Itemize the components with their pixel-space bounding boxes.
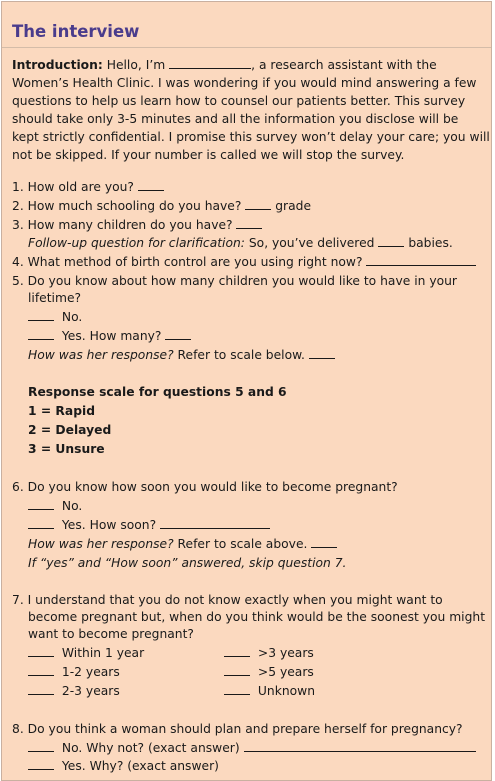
question-3-text: 3. How many children do you have? (12, 218, 233, 232)
question-6-response (28, 537, 337, 551)
question-6: 6. Do you know how soon you would like to become pregnant? (12, 480, 398, 494)
question-4-text: 4. What method of birth control are you using right now? (12, 255, 363, 269)
q7-option-label: 1-2 years (61, 665, 120, 679)
intro-line-5: kept strictly confidential. I promise this survey won’t delay your care; you will (12, 130, 490, 144)
q7-option-2-3-years (28, 684, 120, 698)
question-5-no (28, 310, 82, 324)
q8-why-not-blank[interactable] (244, 741, 476, 752)
intro-line-1 (12, 58, 437, 72)
intro-line-6: not be skipped. If your number is called we will stop the survey. (12, 148, 405, 162)
intro-line-2: Women’s Health Clinic. I was wondering if you would mind answering a few (12, 76, 477, 90)
name-blank[interactable] (169, 58, 251, 69)
followup-text-a: So, you’ve delivered (248, 236, 375, 250)
q5-response-tail: Refer to scale below. (177, 348, 305, 362)
q7-option-label: Unknown (257, 684, 316, 698)
question-8-yes (28, 759, 219, 773)
scale-item-1: 1 = Rapid (28, 404, 96, 418)
question-3 (12, 218, 262, 232)
followup-label: Follow-up question for clarification: (28, 236, 245, 250)
q6-response-label: How was her response? (28, 537, 174, 551)
scale-item-2: 2 = Delayed (28, 423, 112, 437)
intro-text-1a: Hello, I’m (106, 58, 166, 72)
q5-response-blank[interactable] (309, 348, 335, 359)
question-6-skip-note: If “yes” and “How soon” answered, skip question 7. (28, 556, 347, 570)
q7-option-within-1-year (28, 646, 144, 660)
q5-response-label: How was her response? (28, 348, 174, 362)
q8-yes-label: Yes. Why? (exact answer) (61, 759, 219, 773)
question-1 (12, 180, 164, 194)
q7-option-1-2-years (28, 665, 120, 679)
q5-no-blank[interactable] (28, 310, 54, 321)
q7-option-blank[interactable] (224, 646, 250, 657)
question-3-followup (28, 236, 453, 250)
question-5-line-2: lifetime? (28, 291, 82, 305)
q7-option-blank[interactable] (28, 646, 54, 657)
intro-line-3: questions to help us learn how to counsel our patients better. This survey (12, 94, 466, 108)
question-4 (12, 255, 476, 269)
q6-no-blank[interactable] (28, 499, 54, 510)
q6-response-blank[interactable] (311, 537, 337, 548)
intro-text-1b: , a research assistant with the (251, 58, 437, 72)
question-5-yes (28, 329, 191, 343)
q7-option-blank[interactable] (28, 684, 54, 695)
question-1-text: 1. How old are you? (12, 180, 134, 194)
q6-response-tail: Refer to scale above. (177, 537, 308, 551)
question-7-line-3: want to become pregnant? (28, 627, 194, 641)
interview-panel (1, 1, 492, 781)
followup-text-b: babies. (408, 236, 453, 250)
q8-no-blank[interactable] (28, 741, 54, 752)
q7-option-label: Within 1 year (61, 646, 145, 660)
q7-option-over-3-years (224, 646, 314, 660)
title-divider (2, 47, 491, 48)
q6-yes-label: Yes. How soon? (61, 518, 157, 532)
delivered-blank[interactable] (378, 236, 404, 247)
q7-option-blank[interactable] (224, 684, 250, 695)
q6-yes-blank[interactable] (28, 518, 54, 529)
q7-option-blank[interactable] (28, 665, 54, 676)
children-blank[interactable] (236, 218, 262, 229)
question-7-line-2: become pregnant but, when do you think would be the soonest you might (28, 610, 486, 624)
q5-yes-label: Yes. How many? (61, 329, 162, 343)
section-title: The interview (12, 22, 140, 41)
question-2-text: 2. How much schooling do you have? (12, 199, 242, 213)
q5-no-label: No. (61, 310, 83, 324)
q8-yes-blank[interactable] (28, 759, 54, 770)
question-6-no (28, 499, 82, 513)
scale-item-3: 3 = Unsure (28, 442, 105, 456)
q7-option-label: >5 years (257, 665, 314, 679)
grade-label: grade (275, 199, 312, 213)
q5-yes-blank[interactable] (28, 329, 54, 340)
question-8-no (28, 741, 476, 755)
q6-no-label: No. (61, 499, 83, 513)
q5-how-many-blank[interactable] (165, 329, 191, 340)
age-blank[interactable] (138, 180, 164, 191)
q7-option-unknown (224, 684, 315, 698)
question-8: 8. Do you think a woman should plan and prepare herself for pregnancy? (12, 722, 463, 736)
q7-option-label: 2-3 years (61, 684, 120, 698)
q7-option-over-5-years (224, 665, 314, 679)
q6-how-soon-blank[interactable] (160, 518, 270, 529)
question-2 (12, 199, 311, 213)
q8-no-label: No. Why not? (exact answer) (61, 741, 240, 755)
q7-option-label: >3 years (257, 646, 314, 660)
question-6-yes (28, 518, 270, 532)
birth-control-blank[interactable] (366, 255, 476, 266)
q7-option-blank[interactable] (224, 665, 250, 676)
question-5-response (28, 348, 335, 362)
question-7-line-1: 7. I understand that you do not know exactly when you might want to (12, 593, 443, 607)
schooling-blank[interactable] (245, 199, 271, 210)
intro-label: Introduction: (12, 58, 103, 72)
intro-line-4: should take only 3-5 minutes and all the information you disclose will be (12, 112, 459, 126)
scale-heading: Response scale for questions 5 and 6 (28, 385, 287, 399)
question-5-line-1: 5. Do you know about how many children you would like to have in your (12, 274, 457, 288)
